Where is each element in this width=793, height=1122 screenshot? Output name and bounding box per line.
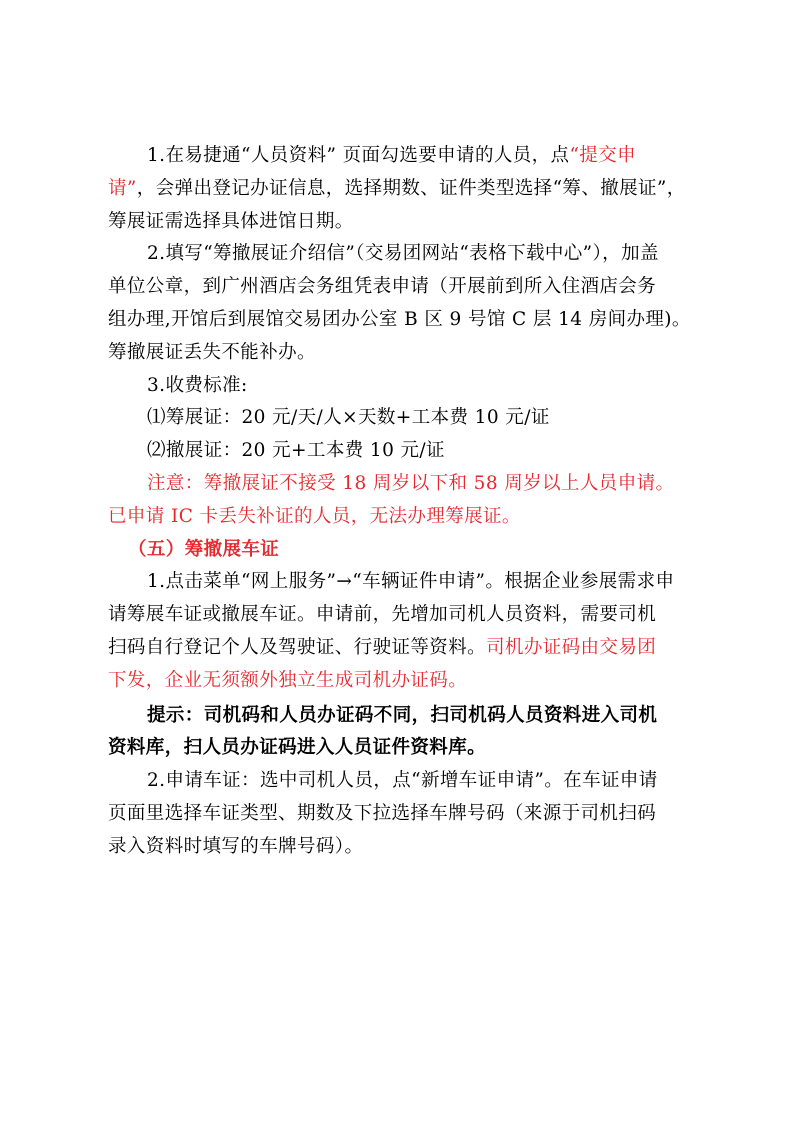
paragraph-1-line-2 [108, 173, 700, 206]
notice-line-1: 注意：筹撤展证不接受 18 周岁以下和 58 周岁以上人员申请。 [147, 472, 675, 494]
paragraph-5-line-1: 2.申请车证：选中司机人员，点“新增车证申请”。在车证申请 [147, 770, 658, 792]
paragraph-2-line-2: 单位公章，到广州酒店会务组凭表申请（开展前到所入住酒店会务 [108, 276, 657, 298]
paragraph-4-text-a: 扫码自行登记个人及驾驶证、行驶证等资料。 [108, 636, 487, 658]
paragraph-2 [108, 238, 700, 369]
paragraph-2-line-3: 组办理,开馆后到展馆交易团办公室 B 区 9 号馆 C 层 14 房间办理)。 [108, 308, 691, 330]
paragraph-4-line-4: 下发，企业无须额外独立生成司机办证码。 [108, 669, 468, 691]
paragraph-5 [108, 765, 700, 863]
paragraph-4-line-1: 1.点击菜单“网上服务”→“车辆证件申请”。根据企业参展需求申 [147, 571, 675, 593]
driver-code-highlight: 司机办证码由交易团 [486, 636, 657, 658]
paragraph-1-text-b: ，会弹出登记办证信息，选择期数、证件类型选择“筹、撤展证”， [136, 177, 686, 199]
fee-standards [108, 370, 700, 468]
fee-standards-heading: 3.收费标准: [147, 374, 248, 396]
tip-line-2: 资料库，扫人员办证码进入人员证件资料库。 [108, 737, 487, 759]
fee-item-setup-pass: ⑴筹展证：20 元/天/人×天数+工本费 10 元/证 [147, 407, 550, 429]
paragraph-2-line-1: 2.填写“筹撤展证介绍信”（交易团网站“表格下载中心”），加盖 [147, 243, 659, 265]
notice [108, 468, 700, 534]
paragraph-1-line-3: 筹展证需选择具体进馆日期。 [108, 210, 354, 232]
tip [108, 700, 700, 766]
paragraph-4 [108, 566, 700, 697]
notice-line-2: 已申请 IC 卡丢失补证的人员，无法办理筹展证。 [108, 505, 521, 527]
paragraph-5-line-3: 录入资料时填写的车牌号码）。 [108, 835, 364, 857]
paragraph-1-text-a: 1.在易捷通“人员资料” 页面勾选要申请的人员，点 [147, 145, 570, 166]
paragraph-4-line-3 [108, 632, 700, 665]
tip-line-1: 提示：司机码和人员办证码不同，扫司机码人员资料进入司机 [147, 704, 658, 726]
paragraph-4-line-2: 请筹展车证或撤展车证。申请前，先增加司机人员资料，需要司机 [108, 604, 657, 626]
section-5-title: （五）筹撤展车证 [128, 538, 280, 560]
paragraph-2-line-4: 筹撤展证丢失不能补办。 [108, 341, 316, 363]
submit-request-highlight: “提交申 [569, 145, 637, 166]
fee-item-dismantle-pass: ⑵撤展证：20 元+工本费 10 元/证 [147, 440, 445, 462]
submit-request-highlight-end: 请” [108, 177, 137, 199]
paragraph-1-line-1 [108, 140, 700, 173]
document-page [108, 140, 700, 864]
paragraph-5-line-2: 页面里选择车证类型、期数及下拉选择车牌号码（来源于司机扫码 [108, 802, 657, 824]
paragraph-1 [108, 140, 700, 238]
